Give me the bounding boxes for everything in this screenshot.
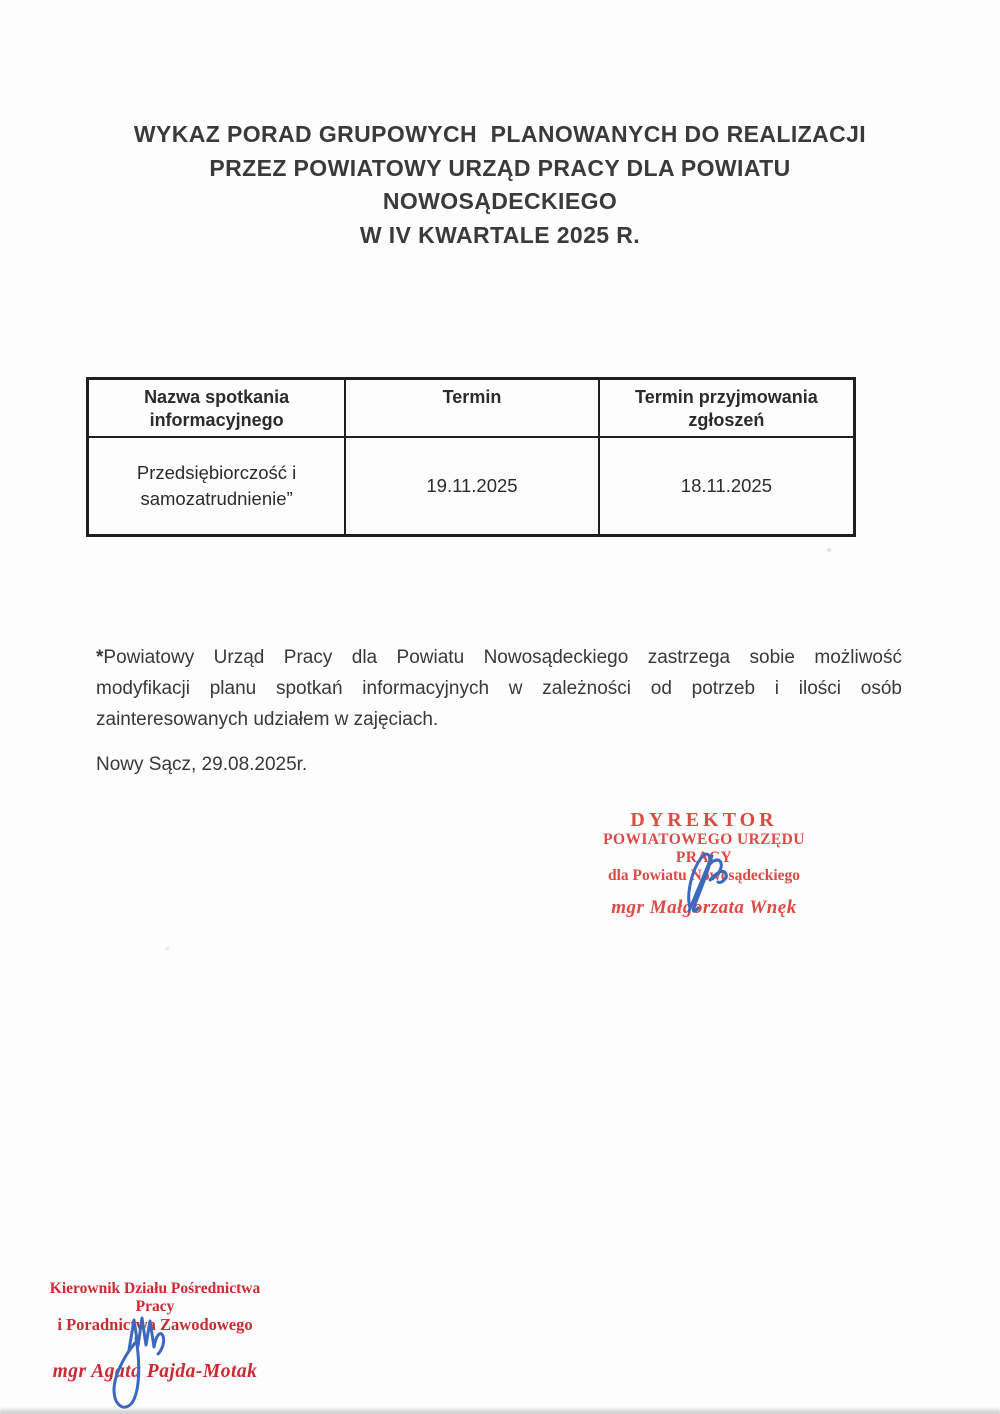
header-meeting-name: Nazwa spotkania informacyjnego [88, 379, 346, 438]
title-line-1: WYKAZ PORAD GRUPOWYCH PLANOWANYCH DO REALIZACJI [133, 121, 867, 147]
title-line-2: PRZEZ POWIATOWY URZĄD PRACY DLA POWIATU [209, 154, 791, 181]
footnote-line-2: modyfikacji planu spotkań informacyjnych w zależności od potrzeb i ilości osób [96, 678, 902, 699]
title-line-4: W IV KWARTALE 2025 R. [359, 221, 641, 248]
manager-stamp-title-2: i Poradnictwa Zawodowego [57, 1315, 253, 1334]
director-stamp-district: dla Powiatu Nowosądeckiego [607, 867, 801, 884]
signature-scribble-icon [105, 1288, 180, 1414]
footnote-line-3: zainteresowanych udziałem w zajęciach. [96, 709, 439, 730]
signature-scribble-icon [660, 818, 740, 923]
footnote [96, 642, 902, 735]
cell-application-deadline: 18.11.2025 [599, 437, 855, 536]
table-row [88, 437, 855, 536]
director-stamp-title: DYREKTOR [630, 809, 778, 831]
manager-signature [105, 1288, 180, 1414]
footnote-line-1 [96, 642, 902, 673]
director-stamp-name: mgr Małgorzata Wnęk [611, 897, 797, 918]
header-application-deadline: Termin przyjmowania zgłoszeń [599, 379, 855, 438]
scan-speck [166, 947, 169, 950]
manager-stamp-name: mgr Agata Pajda-Motak [52, 1361, 258, 1382]
table-header-row [88, 379, 855, 438]
dateline: Nowy Sącz, 29.08.2025r. [96, 754, 308, 775]
cell-date: 19.11.2025 [345, 437, 599, 536]
scan-edge-artifact [0, 1407, 1000, 1414]
manager-stamp-title-1: Kierownik Działu Pośrednictwa Pracy [49, 1280, 261, 1315]
title-line-3: NOWOSĄDECKIEGO [382, 188, 618, 214]
director-signature [660, 818, 740, 923]
document-title [0, 118, 1000, 252]
footnote-asterisk: * [96, 647, 104, 668]
schedule-table [86, 377, 856, 537]
header-date: Termin [345, 379, 599, 438]
cell-meeting-name: Przedsiębiorczość i samozatrudnienie” [88, 437, 346, 536]
footnote-line-1-text: Powiatowy Urząd Pracy dla Powiatu Nowosądeckiego zastrzega sobie możliwość [103, 647, 902, 668]
director-stamp-office: POWIATOWEGO URZĘDU PRACY [603, 831, 805, 866]
scan-speck [827, 548, 831, 552]
